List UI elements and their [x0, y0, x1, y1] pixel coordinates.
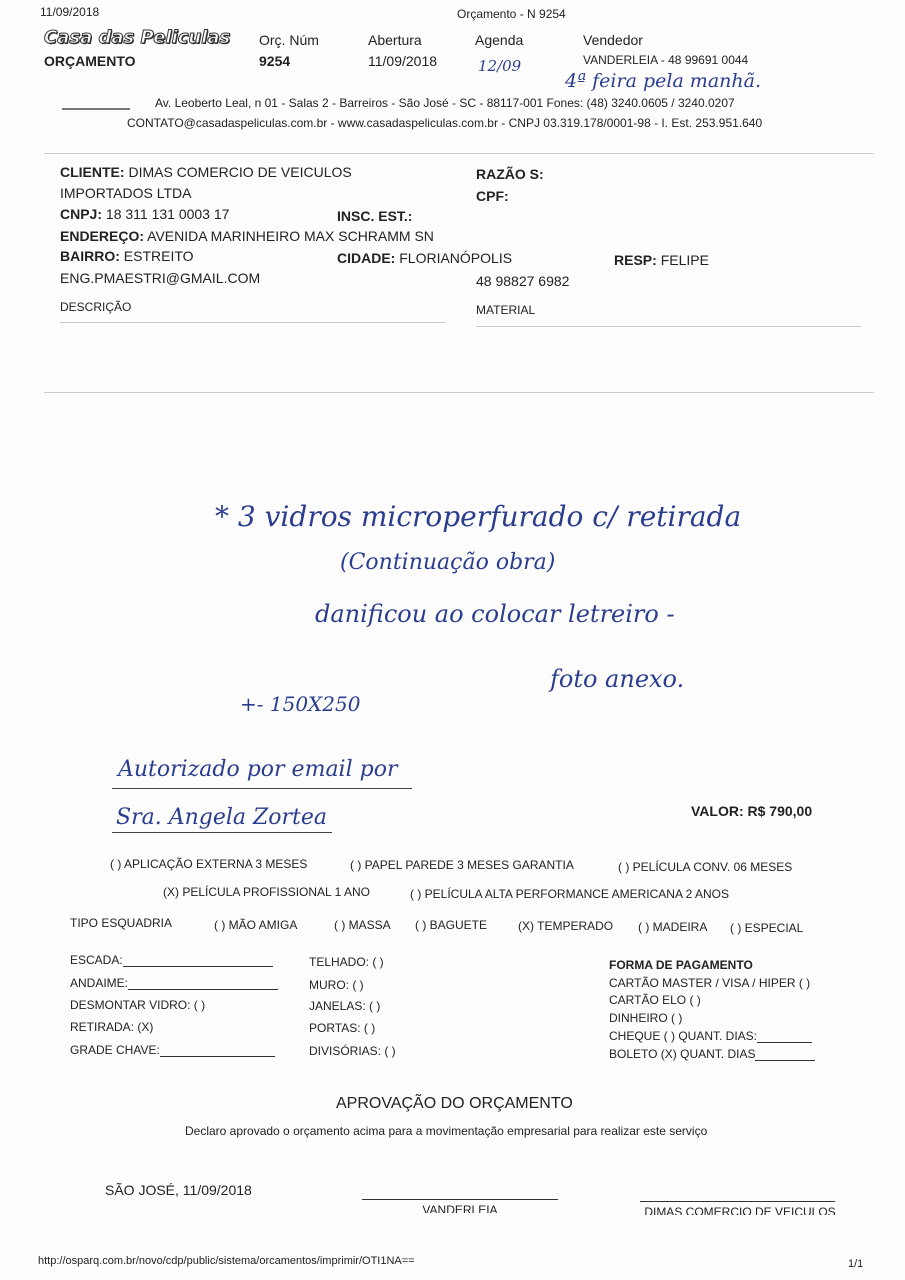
- valor-value: R$ 790,00: [747, 803, 813, 819]
- company-address: Av. Leoberto Leal, n 01 - Salas 2 - Barreiros - São José - SC - 88117-001 Fones: (48) 3240.0605 / 3240.0207: [155, 96, 735, 110]
- payment-option: CHEQUE ( ) QUANT. DIAS:: [609, 1029, 758, 1043]
- handwritten-line: +- 150X250: [240, 692, 361, 716]
- vendedor-value: VANDERLEIA - 48 99691 0044: [583, 53, 749, 67]
- resp-value: FELIPE: [660, 252, 709, 268]
- insc-label: INSC. EST.:: [337, 208, 413, 224]
- esquadria-option: ( ) MADEIRA: [638, 920, 708, 934]
- material-label: MATERIAL: [476, 303, 536, 317]
- retirada: RETIRADA: (X): [70, 1020, 154, 1034]
- option-aplicacao-externa: ( ) APLICAÇÃO EXTERNA 3 MESES: [110, 857, 308, 871]
- desmontar-vidro: DESMONTAR VIDRO: ( ): [70, 998, 206, 1012]
- cidade-label: CIDADE:: [337, 250, 396, 266]
- handwritten-line: (Continuação obra): [340, 550, 556, 575]
- cnpj-value: 18 311 131 0003 17: [105, 206, 230, 222]
- footer-url: http://osparq.com.br/novo/cdp/public/sistema/orcamentos/imprimir/OTI1NA==: [38, 1255, 415, 1267]
- endereco-label: ENDEREÇO:: [60, 228, 145, 244]
- page-number: 1/1: [848, 1258, 864, 1270]
- resp-label: RESP:: [614, 252, 657, 268]
- orc-num-value: 9254: [259, 53, 291, 69]
- descricao-label: DESCRIÇÃO: [60, 300, 132, 314]
- divider: [62, 108, 130, 110]
- agenda-label: Agenda: [475, 32, 524, 48]
- cnpj-label: CNPJ:: [60, 206, 103, 222]
- valor-label: VALOR:: [691, 803, 744, 819]
- handwritten-line: Sra. Angela Zortea: [116, 805, 328, 830]
- esquadria-option: ( ) ESPECIAL: [730, 921, 804, 935]
- esquadria-option: ( ) BAGUETE: [415, 918, 488, 932]
- portas: PORTAS: ( ): [309, 1021, 376, 1035]
- esquadria-option: (X) TEMPERADO: [518, 919, 614, 933]
- andaime-label: ANDAIME:: [70, 976, 129, 990]
- payment-title: FORMA DE PAGAMENTO: [609, 958, 753, 972]
- payment-option: DINHEIRO ( ): [609, 1011, 683, 1025]
- telhado: TELHADO: ( ): [309, 955, 384, 969]
- handwritten-line: danificou ao colocar letreiro -: [315, 600, 675, 628]
- phone-value: 48 98827 6982: [476, 273, 570, 289]
- grade-chave-label: GRADE CHAVE:: [70, 1043, 160, 1057]
- escada-label: ESCADA:: [70, 953, 123, 967]
- print-title: Orçamento - N 9254: [457, 7, 566, 21]
- handwritten-note: 4ª feira pela manhã.: [565, 70, 761, 92]
- payment-option: BOLETO (X) QUANT. DIAS: [609, 1047, 756, 1061]
- esquadria-option: ( ) MASSA: [334, 918, 391, 932]
- signature-cliente: DIMAS COMERCIO DE VEICULOS: [644, 1205, 836, 1215]
- doc-type: ORÇAMENTO: [44, 53, 136, 69]
- bairro-value: ESTREITO: [123, 248, 194, 264]
- option-papel-parede: ( ) PAPEL PAREDE 3 MESES GARANTIA: [350, 858, 574, 872]
- brand-logo: Casa das Peliculas: [44, 27, 231, 48]
- vendedor-label: Vendedor: [583, 32, 643, 48]
- approval-text: Declaro aprovado o orçamento acima para a movimentação empresarial para realizar este serviço: [185, 1124, 708, 1138]
- muro: MURO: ( ): [309, 978, 364, 992]
- orc-num-label: Orç. Núm: [259, 32, 319, 48]
- cliente-label: CLIENTE:: [60, 164, 125, 180]
- janelas: JANELAS: ( ): [309, 999, 381, 1013]
- divisorias: DIVISÓRIAS: ( ): [309, 1044, 396, 1058]
- cpf-label: CPF:: [476, 188, 509, 204]
- place-date: SÃO JOSÉ, 11/09/2018: [105, 1182, 252, 1198]
- email-value: ENG.PMAESTRI@GMAIL.COM: [60, 270, 261, 286]
- agenda-value: 12/09: [478, 57, 522, 75]
- cidade-value: FLORIANÓPOLIS: [399, 250, 513, 266]
- cliente-value: DIMAS COMERCIO DE VEICULOS: [128, 164, 352, 180]
- option-pelicula-profissional: (X) PELÍCULA PROFISSIONAL 1 ANO: [163, 885, 370, 899]
- company-contact: CONTATO@casadaspeliculas.com.br - www.casadaspeliculas.com.br - CNPJ 03.319.178/0001-98 - I. Est. 253.951.640: [127, 116, 763, 130]
- cliente-value-2: IMPORTADOS LTDA: [60, 185, 192, 201]
- option-pelicula-alta-performance: ( ) PELÍCULA ALTA PERFORMANCE AMERICANA 2 ANOS: [410, 887, 729, 901]
- option-pelicula-conv: ( ) PELÍCULA CONV. 06 MESES: [618, 860, 793, 874]
- esquadria-label: TIPO ESQUADRIA: [70, 916, 173, 930]
- endereco-value: AVENIDA MARINHEIRO MAX SCHRAMM SN: [147, 228, 434, 244]
- payment-option: CARTÃO ELO ( ): [609, 993, 701, 1007]
- handwritten-line: * 3 vidros microperfurado c/ retirada: [215, 500, 742, 533]
- signature-vendedor: VANDERLEIA: [422, 1203, 498, 1213]
- approval-title: APROVAÇÃO DO ORÇAMENTO: [336, 1095, 573, 1112]
- handwritten-line: Autorizado por email por: [118, 757, 398, 782]
- esquadria-option: ( ) MÃO AMIGA: [214, 918, 298, 932]
- abertura-value: 11/09/2018: [368, 53, 438, 69]
- bairro-label: BAIRRO:: [60, 248, 120, 264]
- payment-option: CARTÃO MASTER / VISA / HIPER ( ): [609, 976, 811, 990]
- handwritten-line: foto anexo.: [550, 665, 685, 693]
- abertura-label: Abertura: [368, 32, 422, 48]
- print-date: 11/09/2018: [40, 5, 100, 19]
- razao-label: RAZÃO S:: [476, 166, 544, 182]
